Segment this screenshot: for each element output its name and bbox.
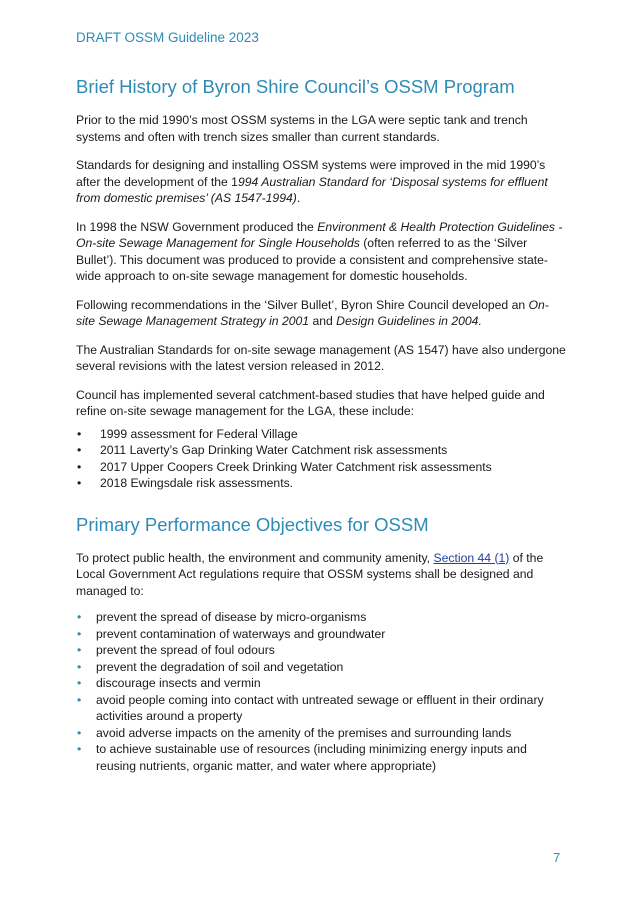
paragraph-silver-bullet: [76, 219, 566, 285]
paragraph-objectives-intro: [76, 550, 566, 600]
paragraph-strategy-and: and: [309, 314, 337, 328]
page-content: [76, 76, 566, 774]
section-heading-history: Brief History of Byron Shire Council’s OSSM Program: [76, 76, 515, 97]
paragraph-silver-bullet-rest: (often referred to as the ‘Silver Bullet’). This document was produced to provide a consistent and comprehensive state-wide approach to on-site sewage management for domestic households.: [76, 236, 548, 283]
studies-list: [76, 426, 566, 492]
list-item: • prevent contamination of waterways and groundwater: [76, 626, 566, 643]
paragraph-australian-standards: The Australian Standards for on-site sewage management (AS 1547) have also undergone several revisions with the latest version released in 2012.: [76, 342, 566, 373]
paragraph-standards-end: .: [296, 191, 301, 205]
section-44-link[interactable]: Section 44 (1): [433, 550, 510, 565]
list-item: • prevent the degradation of soil and vegetation: [76, 659, 566, 676]
list-item: • prevent the spread of disease by micro-organisms: [76, 609, 566, 626]
section-heading-objectives: Primary Performance Objectives for OSSM: [76, 513, 429, 535]
paragraph-strategy-text: Following recommendations in the ‘Silver Bullet’, Byron Shire Council developed an: [76, 297, 529, 312]
document-header: DRAFT OSSM Guideline 2023: [76, 30, 259, 45]
guideline-title: Environment & Health Protection Guidelines - On-site Sewage Management for Single Households: [76, 219, 563, 250]
list-item: • discourage insects and vermin: [76, 675, 566, 692]
standard-title: 994 Australian Standard for ‘Disposal systems for effluent from domestic premises’ (AS 1547-1994): [76, 174, 548, 205]
list-item: • 2018 Ewingsdale risk assessments.: [76, 475, 566, 492]
paragraph-strategy: [76, 297, 566, 330]
list-item: • to achieve sustainable use of resources (including minimizing energy inputs and reusing nutrients, organic matter, and water where appropriate): [76, 741, 566, 774]
list-item: • 1999 assessment for Federal Village: [76, 426, 566, 443]
paragraph-pre-1990s: Prior to the mid 1990’s most OSSM systems in the LGA were septic tank and trench systems and often with trench sizes smaller than current standards.: [76, 113, 528, 144]
page-number: 7: [553, 850, 561, 865]
list-item: • avoid adverse impacts on the amenity of the premises and surrounding lands: [76, 725, 566, 742]
list-item: • 2017 Upper Coopers Creek Drinking Water Catchment risk assessments: [76, 459, 566, 476]
paragraph-standards: [76, 157, 566, 207]
strategy-title: On-site Sewage Management Strategy in 2001: [76, 297, 549, 328]
list-item: • prevent the spread of foul odours: [76, 642, 566, 659]
design-guidelines-title: Design Guidelines in 2004.: [336, 314, 482, 328]
paragraph-objectives-text: To protect public health, the environment and community amenity,: [76, 550, 434, 565]
paragraph-silver-bullet-text: In 1998 the NSW Government produced the: [76, 219, 318, 234]
paragraph-catchment-studies: Council has implemented several catchment-based studies that have helped guide and refine on-site sewage management for the LGA, these include:: [76, 387, 545, 418]
list-item: • 2011 Laverty’s Gap Drinking Water Catchment risk assessments: [76, 442, 566, 459]
list-item: • avoid people coming into contact with untreated sewage or effluent in their ordinary activities around a property: [76, 692, 566, 725]
paragraph-standards-text: Standards for designing and installing OSSM systems were improved in the mid 1990’s after the development of the 1: [76, 158, 546, 189]
paragraph-objectives-rest: of the Local Government Act regulations require that OSSM systems shall be designed and managed to:: [76, 550, 544, 598]
objectives-list: [76, 609, 566, 774]
